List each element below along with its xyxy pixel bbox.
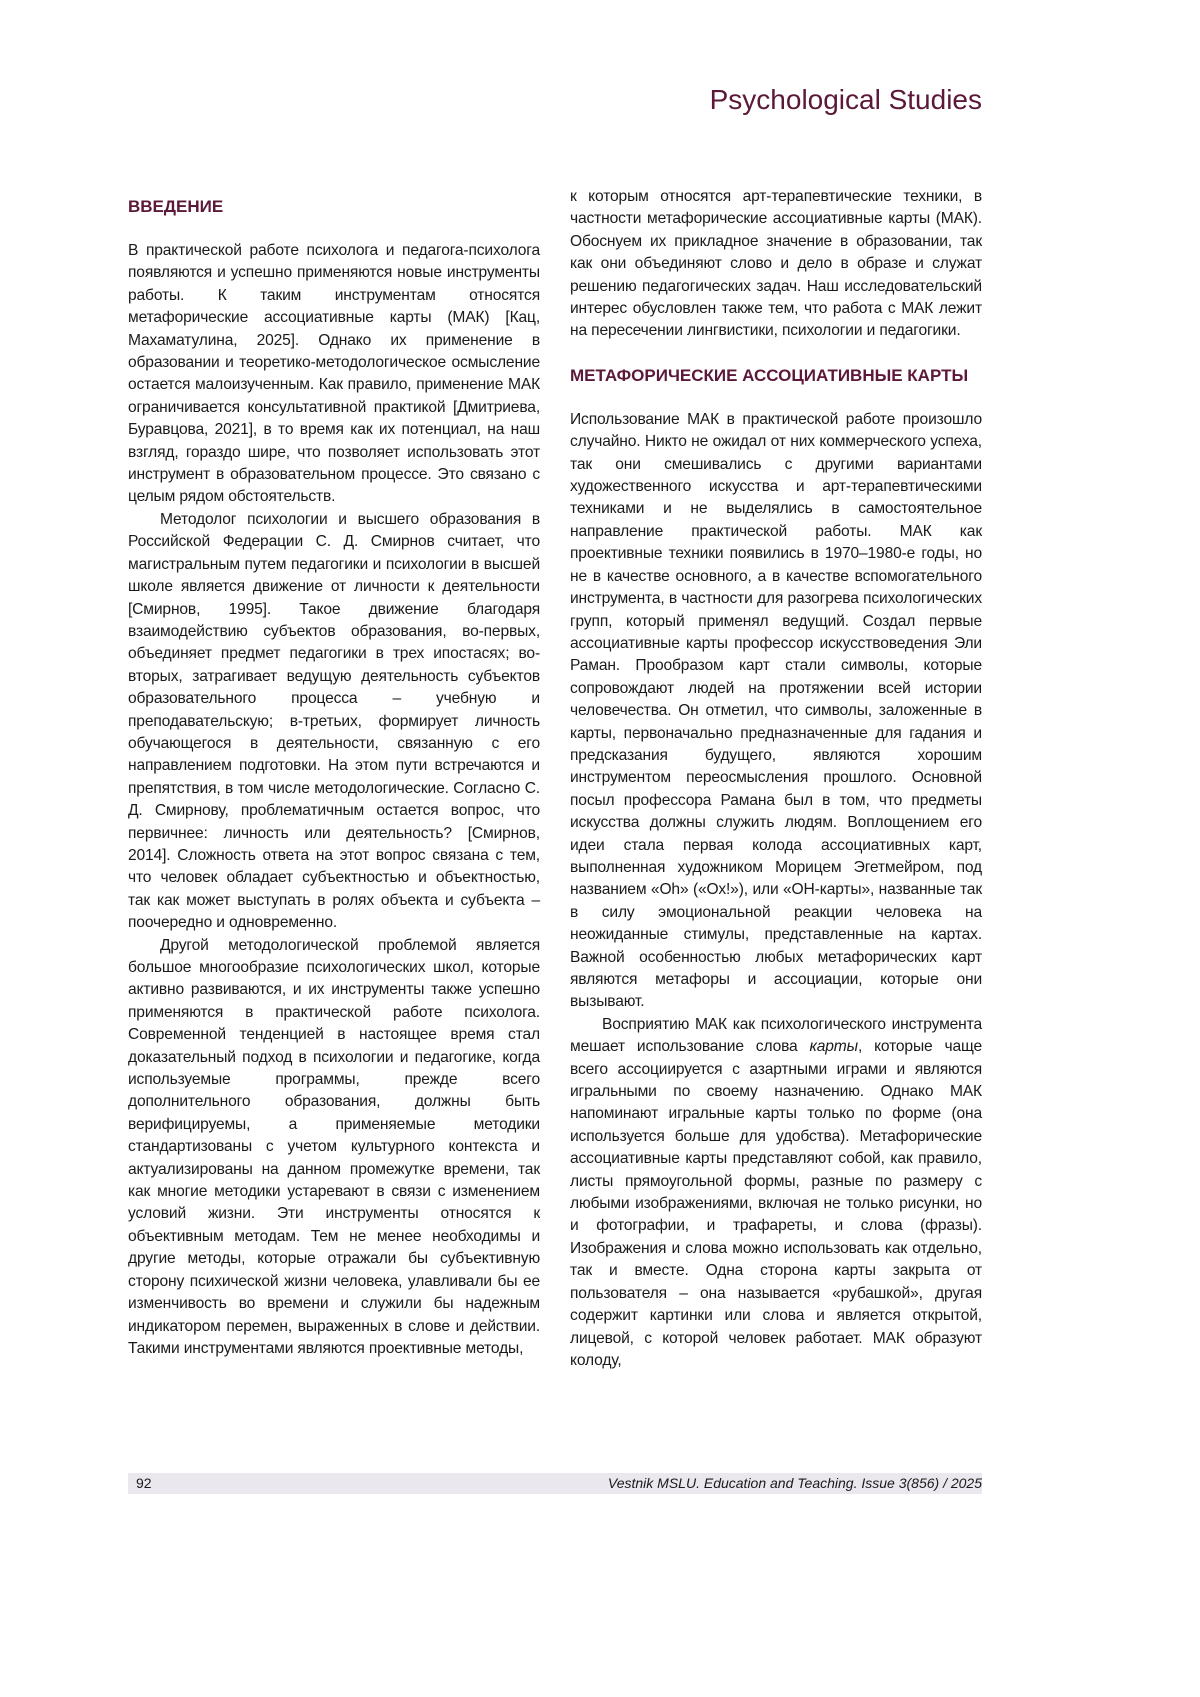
emphasis: карты	[810, 1038, 858, 1055]
section-heading-introduction: ВВЕДЕНИЕ	[128, 196, 540, 218]
journal-section-title: Psychological Studies	[710, 84, 982, 116]
section-heading-mac: МЕТАФОРИЧЕСКИЕ АССОЦИАТИВНЫЕ КАРТЫ	[570, 365, 982, 387]
paragraph	[570, 1014, 982, 1373]
paragraph: к которым относятся арт-терапевтические техники, в частности метафорические ассоциативные карты (МАК). Обоснуем их прикладное значение в образовании, так как они объединяют слово и дело в образе и служат решению педагогических задач. Наш исследовательский интерес обусловлен также тем, что работа с МАК лежит на пересечении лингвистики, психологии и педагогики.	[570, 186, 982, 343]
page-footer	[128, 1473, 982, 1494]
journal-citation: Vestnik MSLU. Education and Teaching. Issue 3(856) / 2025	[608, 1473, 982, 1494]
page-number: 92	[136, 1473, 152, 1494]
paragraph: Использование МАК в практической работе произошло случайно. Никто не ожидал от них коммерческого успеха, так они смешивались с другими вариантами художественного искусства и арт-терапевтическими техниками и не выделялись в самостоятельное направление практической работы. МАК как проективные техники появились в 1970–1980-е годы, но не в качестве основного, а в качестве вспомогательного инструмента, в частности для разогрева психологических групп, который применял ведущий. Создал первые ассоциативные карты профессор искусствоведения Эли Раман. Прообразом карт стали символы, которые сопровождают людей на протяжении всей истории человечества. Он отметил, что символы, заложенные в карты, первоначально предназначенные для гадания и предсказания будущего, являются хорошим инструментом переосмысления прошлого. Основной посыл профессора Рамана был в том, что предметы искусства должны служить людям. Воплощением его идеи стала первая колода ассоциативных карт, выполненная художником Морицем Эгетмейром, под названием «Oh» («Ох!»), или «ОН-карты», названные так в силу эмоциональной реакции человека на неожиданные стимулы, представленные на картах. Важной особенностью любых метафорических карт являются метафоры и ассоциации, которые они вызывают.	[570, 409, 982, 1014]
paragraph: Другой методологической проблемой является большое многообразие психологических школ, которые активно развиваются, и их инструменты также успешно применяются в практической работе психолога. Современной тенденцией в настоящее время стал доказательный подход в психологии и педагогике, когда используемые программы, прежде всего дополнительного образования, должны быть верифицируемы, а применяемые методики стандартизованы с учетом культурного контекста и актуализированы на данном промежутке времени, так как многие методики устаревают в связи с изменением условий жизни. Эти инструменты относятся к объективным методам. Тем не менее необходимы и другие методы, которые отражали бы субъективную сторону психической жизни человека, улавливали бы ее изменчивость во времени и служили бы надежным индикатором перемен, выраженных в слове и действии. Такими инструментами являются проективные методы,	[128, 935, 540, 1361]
text-run: , которые чаще всего ассоциируется с азартными играми и являются игральными по своему назначению. Однако МАК напоминают игральные карты только по форме (она используется больше для удобства). Метафорические ассоциативные карты представляют собой, как правило, листы прямоугольной формы, разные по размеру с любыми изображениями, включая не только рисунки, но и фотографии, и трафареты, и слова (фразы). Изображения и слова можно использовать как отдельно, так и вместе. Одна сторона карты закрыта от пользователя – она называется «рубашкой», другая содержит картинки или слова и является открытой, лицевой, с которой человек работает. МАК образуют колоду,	[570, 1038, 982, 1369]
paragraph: В практической работе психолога и педагога-психолога появляются и успешно применяются новые инструменты работы. К таким инструментам относятся метафорические ассоциативные карты (МАК) [Кац, Махаматулина, 2025]. Однако их применение в образовании и теоретико-методологическое осмысление остается малоизученным. Как правило, применение МАК ограничивается консультативной практикой [Дмитриева, Буравцова, 2021], в то время как их потенциал, на наш взгляд, гораздо шире, что позволяет использовать этот инструмент в образовательном процессе. Это связано с целым рядом обстоятельств.	[128, 240, 540, 509]
text-run: Восприятию МАК как психологического инструмента мешает использование слова	[570, 1016, 982, 1055]
paragraph: Методолог психологии и высшего образования в Российской Федерации С. Д. Смирнов считает, что магистральным путем педагогики и психологии в высшей школе является движение от личности к деятельности [Смирнов, 1995]. Такое движение благодаря взаимодействию субъектов образования, во-первых, объединяет предмет педагогики в трех ипостасях; во-вторых, затрагивает ведущую деятельность субъектов образовательного процесса – учебную и преподавательскую; в-третьих, формирует личность обучающегося в деятельности, связанную с его направлением подготовки. На этом пути встречаются и препятствия, в том числе методологические. Согласно С. Д. Смирнову, проблематичным остается вопрос, что первичнее: личность или деятельность? [Смирнов, 2014]. Сложность ответа на этот вопрос связана с тем, что человек обладает субъектностью и объектностью, так как может выступать в ролях объекта и субъекта – поочередно и одновременно.	[128, 509, 540, 935]
right-column	[570, 186, 982, 1372]
left-column	[128, 196, 540, 1360]
